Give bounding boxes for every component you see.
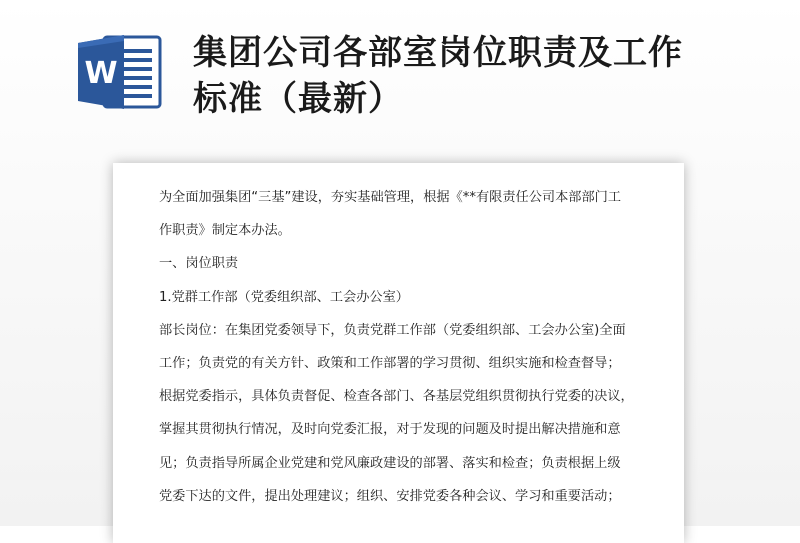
page-title <box>193 30 753 122</box>
title-line-2: 标准（最新） <box>193 79 403 119</box>
doc-line: 党委下达的文件，提出处理建议；组织、安排党委各种会议、学习和重要活动； <box>159 488 621 504</box>
word-document-icon <box>76 33 162 111</box>
doc-line: 见；负责指导所属企业党建和党风廉政建设的部署、落实和检查；负责根据上级 <box>159 455 621 471</box>
doc-section-heading: 一、岗位职责 <box>159 256 239 272</box>
doc-line: 掌握其贯彻执行情况，及时向党委汇报，对于发现的问题及时提出解决措施和意 <box>159 422 621 438</box>
header <box>0 0 800 150</box>
word-icon-letter: W <box>84 56 118 91</box>
doc-line: 为全面加强集团“三基”建设，夯实基础管理，根据《**有限责任公司本部部门工 <box>159 190 622 205</box>
doc-line: 工作；负责党的有关方针、政策和工作部署的学习贯彻、组织实施和检查督导； <box>159 356 621 372</box>
doc-line: 根据党委指示，具体负责督促、检查各部门、各基层党组织贯彻执行党委的决议， <box>159 389 634 405</box>
doc-line: 部长岗位：在集团党委领导下，负责党群工作部（党委组织部、工会办公室)全面 <box>159 322 626 338</box>
title-line-1: 集团公司各部室岗位职责及工作 <box>193 33 683 73</box>
doc-line: 作职责》制定本办法。 <box>159 223 291 239</box>
document-body <box>159 181 659 513</box>
document-page <box>113 163 684 543</box>
doc-subheading: 1.党群工作部（党委组织部、工会办公室） <box>159 289 409 305</box>
